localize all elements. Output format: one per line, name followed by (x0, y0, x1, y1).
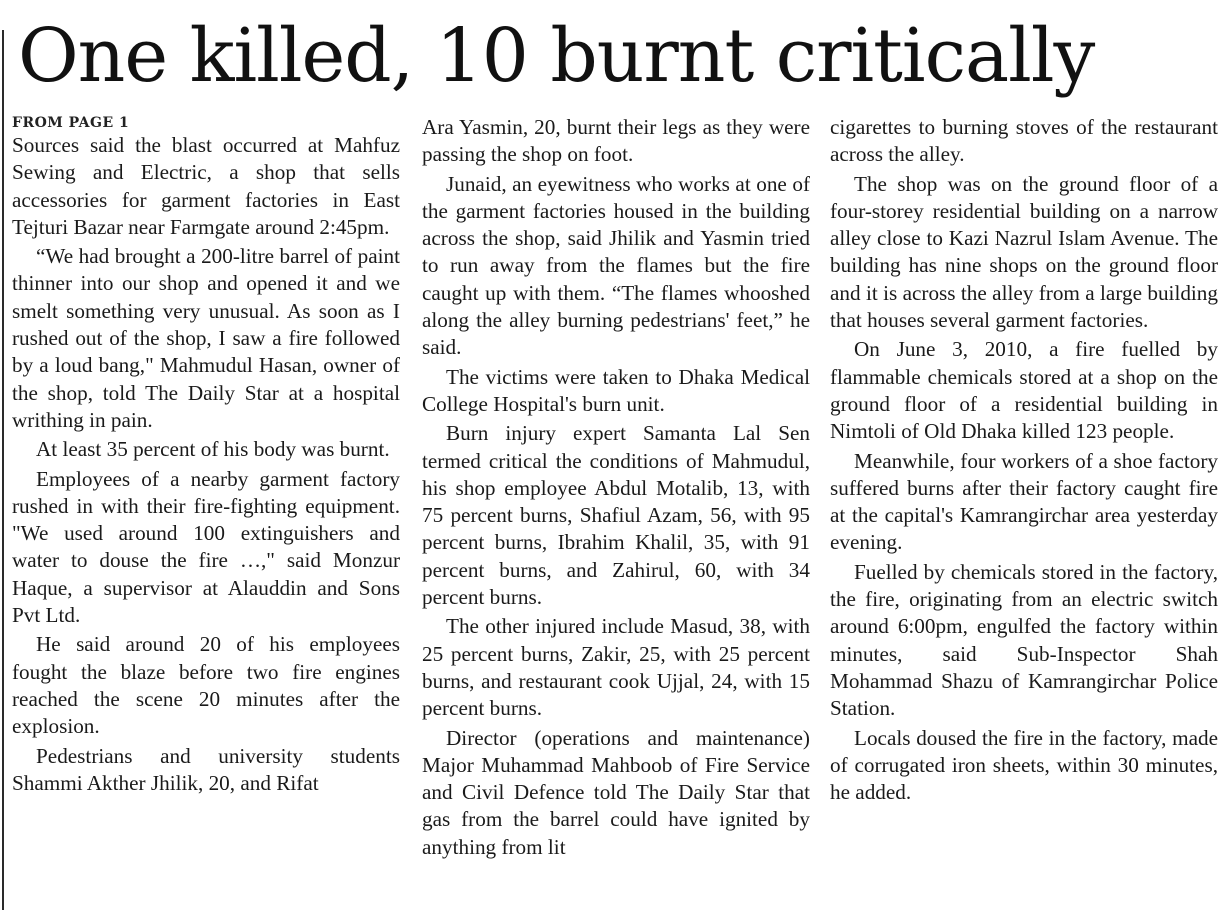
paragraph: “We had brought a 200-litre barrel of paint thinner into our shop and opened it and we smelt something very unusual. As soon as I rushed out of the shop, I saw a fire followed by a loud bang," Mahmudul Hasan, owner of the shop, told The Daily Star at a hospital writhing in pain. (12, 244, 400, 432)
article-body (12, 114, 1224, 914)
column-3 (830, 114, 1218, 914)
paragraph: Pedestrians and university students Shammi Akther Jhilik, 20, and Rifat (12, 743, 400, 795)
headline: One killed, 10 burnt critically (18, 13, 1095, 99)
paragraph: cigarettes to burning stoves of the restaurant across the alley. (830, 115, 1218, 167)
paragraph: The shop was on the ground floor of a four-storey residential building on a narrow alley close to Kazi Nazrul Islam Avenue. The building has nine shops on the ground floor and it is across the alley from a large building that houses several garment factories. (830, 171, 1218, 333)
column-2 (422, 114, 810, 914)
column-rule (2, 30, 4, 910)
paragraph: On June 3, 2010, a fire fuelled by flammable chemicals stored at a shop on the ground floor of a residential building in Nimtoli of Old Dhaka killed 123 people. (830, 337, 1218, 444)
paragraph: The other injured include Masud, 38, with 25 percent burns, Zakir, 25, with 25 percent burns, and restaurant cook Ujjal, 24, with 15 percent burns. (422, 614, 810, 721)
kicker: FROM PAGE 1 (12, 115, 130, 131)
paragraph: Director (operations and maintenance) Major Muhammad Mahboob of Fire Service and Civil Defence told The Daily Star that gas from the barrel could have ignited by anything from lit (422, 725, 810, 859)
paragraph: Junaid, an eyewitness who works at one of the garment factories housed in the building across the shop, said Jhilik and Yasmin tried to run away from the flames but the fire caught up with them. “The flames whooshed along the alley burning pedestrians' feet,” he said. (422, 171, 810, 360)
paragraph: Fuelled by chemicals stored in the factory, the fire, originating from an electric switch around 6:00pm, engulfed the factory within minutes, said Sub-Inspector Shah Mohammad Shazu of Kamrangirchar Police Station. (830, 559, 1218, 721)
paragraph: Meanwhile, four workers of a shoe factory suffered burns after their factory caught fire at the capital's Kamrangirchar area yesterday evening. (830, 448, 1218, 555)
column-1 (12, 114, 400, 914)
paragraph: Ara Yasmin, 20, burnt their legs as they were passing the shop on foot. (422, 115, 810, 167)
paragraph: Employees of a nearby garment factory rushed in with their fire-fighting equipment. "We used around 100 extinguishers and water to douse the fire …," said Monzur Haque, a supervisor at Alauddin and Sons Pvt Ltd. (12, 466, 400, 628)
paragraph: Sources said the blast occurred at Mahfuz Sewing and Electric, a shop that sells accessories for garment factories in East Tejturi Bazar near Farmgate around 2:45pm. (12, 133, 400, 239)
paragraph: At least 35 percent of his body was burnt. (36, 437, 390, 462)
paragraph: Locals doused the fire in the factory, made of corrugated iron sheets, within 30 minutes, he added. (830, 725, 1218, 805)
paragraph: He said around 20 of his employees fought the blaze before two fire engines reached the scene 20 minutes after the explosion. (12, 632, 400, 739)
paragraph: The victims were taken to Dhaka Medical College Hospital's burn unit. (422, 364, 810, 416)
paragraph: Burn injury expert Samanta Lal Sen termed critical the conditions of Mahmudul, his shop employee Abdul Motalib, 13, with 75 percent burns, Shafiul Azam, 56, with 95 percent burns, Ibrahim Khalil, 35, with 91 percent burns, and Zahirul, 60, with 34 percent burns. (422, 421, 810, 610)
